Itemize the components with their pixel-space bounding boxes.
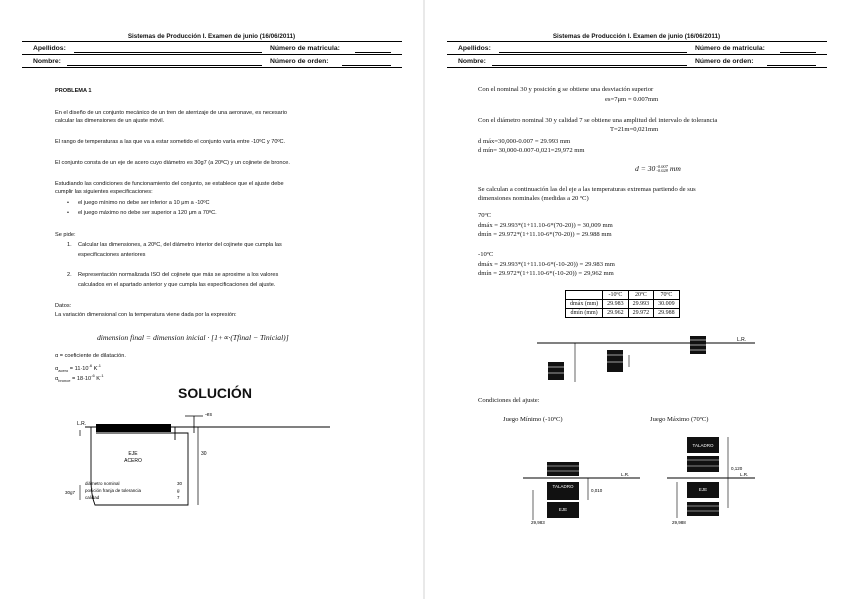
solucion-heading: SOLUCIÓN bbox=[178, 385, 252, 401]
temp-minus10-label: -10ºC bbox=[478, 251, 494, 258]
lr-label: L.R. bbox=[621, 472, 630, 477]
table-cell: 29.962 bbox=[603, 309, 629, 318]
left-page bbox=[0, 0, 423, 599]
nombre-label: Nombre: bbox=[33, 58, 61, 65]
table-cell: 29.988 bbox=[654, 309, 680, 318]
tolerance-value: T=21m=0,021mm bbox=[610, 126, 659, 133]
min-play-title: Juego Mínimo (-10ºC) bbox=[503, 416, 563, 423]
paragraph-spec-2: cumplir las siguientes especificaciones: bbox=[55, 189, 153, 195]
table-cell: 29.983 bbox=[603, 300, 629, 309]
fit-conditions-label: Condiciones del ajuste: bbox=[478, 397, 540, 404]
bullet-dot: • bbox=[67, 210, 69, 216]
se-pide: Se pide: bbox=[55, 232, 76, 238]
table-cell: 30.009 bbox=[654, 300, 680, 309]
variation-text: La variación dimensional con la temperatura viene dada por la expresión: bbox=[55, 312, 237, 318]
alpha-acero: $\alpha_{acero} = 11\cdot 10^{-6}$ $K^{-1}$ bbox=[55, 363, 101, 373]
lr-label: L.R. bbox=[737, 337, 747, 343]
table-cell: 29.993 bbox=[628, 300, 654, 309]
table-cell: dmáx (mm) bbox=[566, 300, 603, 309]
calc-70-max: dmáx = 29.993*(1+11.10-6*(70-20)) = 30,009 mm bbox=[478, 222, 613, 229]
max-play-value: 0,120 bbox=[731, 466, 743, 471]
lr-label: L.R. bbox=[77, 421, 87, 427]
datos-label: Datos: bbox=[55, 303, 72, 309]
item-number: 2. bbox=[67, 272, 72, 278]
dilation-equation: dimension final = dimension inicial · [1+∝·(Tfinal − Tinicial)] bbox=[97, 333, 289, 342]
dmax-result: d máx=30,000-0.007 = 29.993 mm bbox=[478, 138, 571, 145]
fit-conditions-figure bbox=[425, 0, 848, 599]
row3-value: 7 bbox=[177, 495, 180, 500]
g7-label: 30g7 bbox=[65, 490, 76, 495]
row2-label: posición franja de tolerancia bbox=[85, 488, 142, 493]
shaft-tolerance-figure bbox=[0, 0, 423, 599]
lr-label: L.R. bbox=[740, 472, 749, 477]
calc-minus10-min: dmín = 29.972*(1+11.10-6*(-10-20)) = 29,962 mm bbox=[478, 270, 614, 277]
temp-calc-text-2: dimensiones nominales (medidas a 20 ºC) bbox=[478, 195, 589, 202]
taladro-label: TALADRO bbox=[552, 484, 574, 489]
row3-label: calidad bbox=[85, 495, 100, 500]
right-page bbox=[425, 0, 848, 599]
paragraph-temp-range: El rango de temperaturas a las que va a estar sometido el conjunto varía entre -10ºC y 70ºC. bbox=[55, 139, 286, 145]
matricula-label: Número de matricula: bbox=[270, 45, 340, 52]
item-1-line-2: especificaciones anteriores bbox=[78, 252, 146, 258]
max-play-title: Juego Máximo (70ºC) bbox=[650, 416, 709, 423]
alpha-definition: α = coeficiente de dilatación. bbox=[55, 353, 126, 359]
calc-minus10-max: dmáx = 29.993*(1+11.10-6*(-10-20)) = 29.983 mm bbox=[478, 261, 615, 268]
orden-label: Número de orden: bbox=[695, 58, 754, 65]
deviation-text: Con el nominal 30 y posición g se obtiene una desviación superior bbox=[478, 86, 654, 93]
table-header-cell: 20ºC bbox=[628, 291, 654, 300]
nombre-label: Nombre: bbox=[458, 58, 486, 65]
item-2-line-1: Representación normalizada ISO del cojinete que más se aproxime a los valores bbox=[78, 272, 279, 278]
temp-calc-text-1: Se calculan a continuación las del eje a las temperaturas extremas partiendo de sus bbox=[478, 186, 696, 193]
orden-label: Número de orden: bbox=[270, 58, 329, 65]
bullet-dot: • bbox=[67, 200, 69, 206]
problem-title: PROBLEMA 1 bbox=[55, 88, 92, 94]
item-number: 1. bbox=[67, 242, 72, 248]
table-cell: dmín (mm) bbox=[566, 309, 603, 318]
alpha-bronce: $\alpha_{bronce} = 18\cdot 10^{-6}$ $K^{-1}$ bbox=[55, 373, 104, 383]
item-2-line-2: calculados en el apartado anterior y que cumpla las especificaciones del ajuste. bbox=[78, 282, 276, 288]
right-dimension: 29,988 bbox=[672, 520, 686, 525]
table-header-cell: -10ºC bbox=[603, 291, 629, 300]
row1-label: diámetro nominal bbox=[85, 481, 120, 486]
bullet-max-play: el juego máximo no debe ser superior a 120 μm a 70ºC. bbox=[78, 210, 217, 216]
acero-label: ACERO bbox=[124, 458, 142, 464]
bullet-min-play: el juego mínimo no debe ser inferior a 10 μm a -10ºC bbox=[78, 200, 210, 206]
es-label: -es bbox=[205, 412, 212, 418]
item-1-line-1: Calcular las dimensiones, a 20ºC, del diámetro interior del cojinete que cumpla las bbox=[78, 242, 282, 248]
matricula-label: Número de matricula: bbox=[695, 45, 765, 52]
calc-70-min: dmín = 29.972*(1+11.10-6*(70-20)) = 29.988 mm bbox=[478, 231, 612, 238]
eje-label: EJE bbox=[698, 487, 708, 492]
row1-value: 30 bbox=[177, 481, 183, 486]
taladro-label: TALADRO bbox=[692, 443, 714, 448]
eje-label: EJE bbox=[128, 451, 138, 457]
eje-label: EJE bbox=[558, 507, 568, 512]
temp-70-label: 70ºC bbox=[478, 212, 492, 219]
table-cell: 29.972 bbox=[628, 309, 654, 318]
shaft-dimension: d = 30 -0.007 -0.028 mm bbox=[635, 163, 681, 174]
left-dimension: 29,983 bbox=[531, 520, 545, 525]
paragraph-spec-1: Estudiando las condiciones de funcionamiento del conjunto, se establece que el ajuste debe bbox=[55, 181, 284, 187]
paragraph-intro-1: En el diseño de un conjunto mecánico de un tren de aterrizaje de una aeronave, es necesario bbox=[55, 110, 287, 116]
dmin-result: d mín= 30,000-0.007-0,021=29,972 mm bbox=[478, 147, 585, 154]
table-header-cell: 70ºC bbox=[654, 291, 680, 300]
tolerance-text: Con el diámetro nominal 30 y calidad 7 se obtiene una amplitud del intervalo de tolerancia bbox=[478, 117, 718, 124]
dim-30: 30 bbox=[201, 451, 207, 457]
apellidos-label: Apellidos: bbox=[458, 45, 491, 52]
deviation-value: es=7μm = 0.007mm bbox=[605, 96, 659, 103]
paragraph-intro-2: calcular las dimensiones de un ajuste móvil. bbox=[55, 118, 165, 124]
row2-value: g bbox=[177, 488, 180, 493]
exam-title: Sistemas de Producción I. Examen de junio (16/06/2011) bbox=[552, 33, 721, 40]
paragraph-assembly: El conjunto consta de un eje de acero cuyo diámetro es 30g7 (a 20ºC) y un cojinete de bronce. bbox=[55, 160, 290, 166]
exam-title: Sistemas de Producción I. Examen de junio (16/06/2011) bbox=[127, 33, 296, 40]
min-play-value: 0,010 bbox=[591, 488, 603, 493]
apellidos-label: Apellidos: bbox=[33, 45, 66, 52]
